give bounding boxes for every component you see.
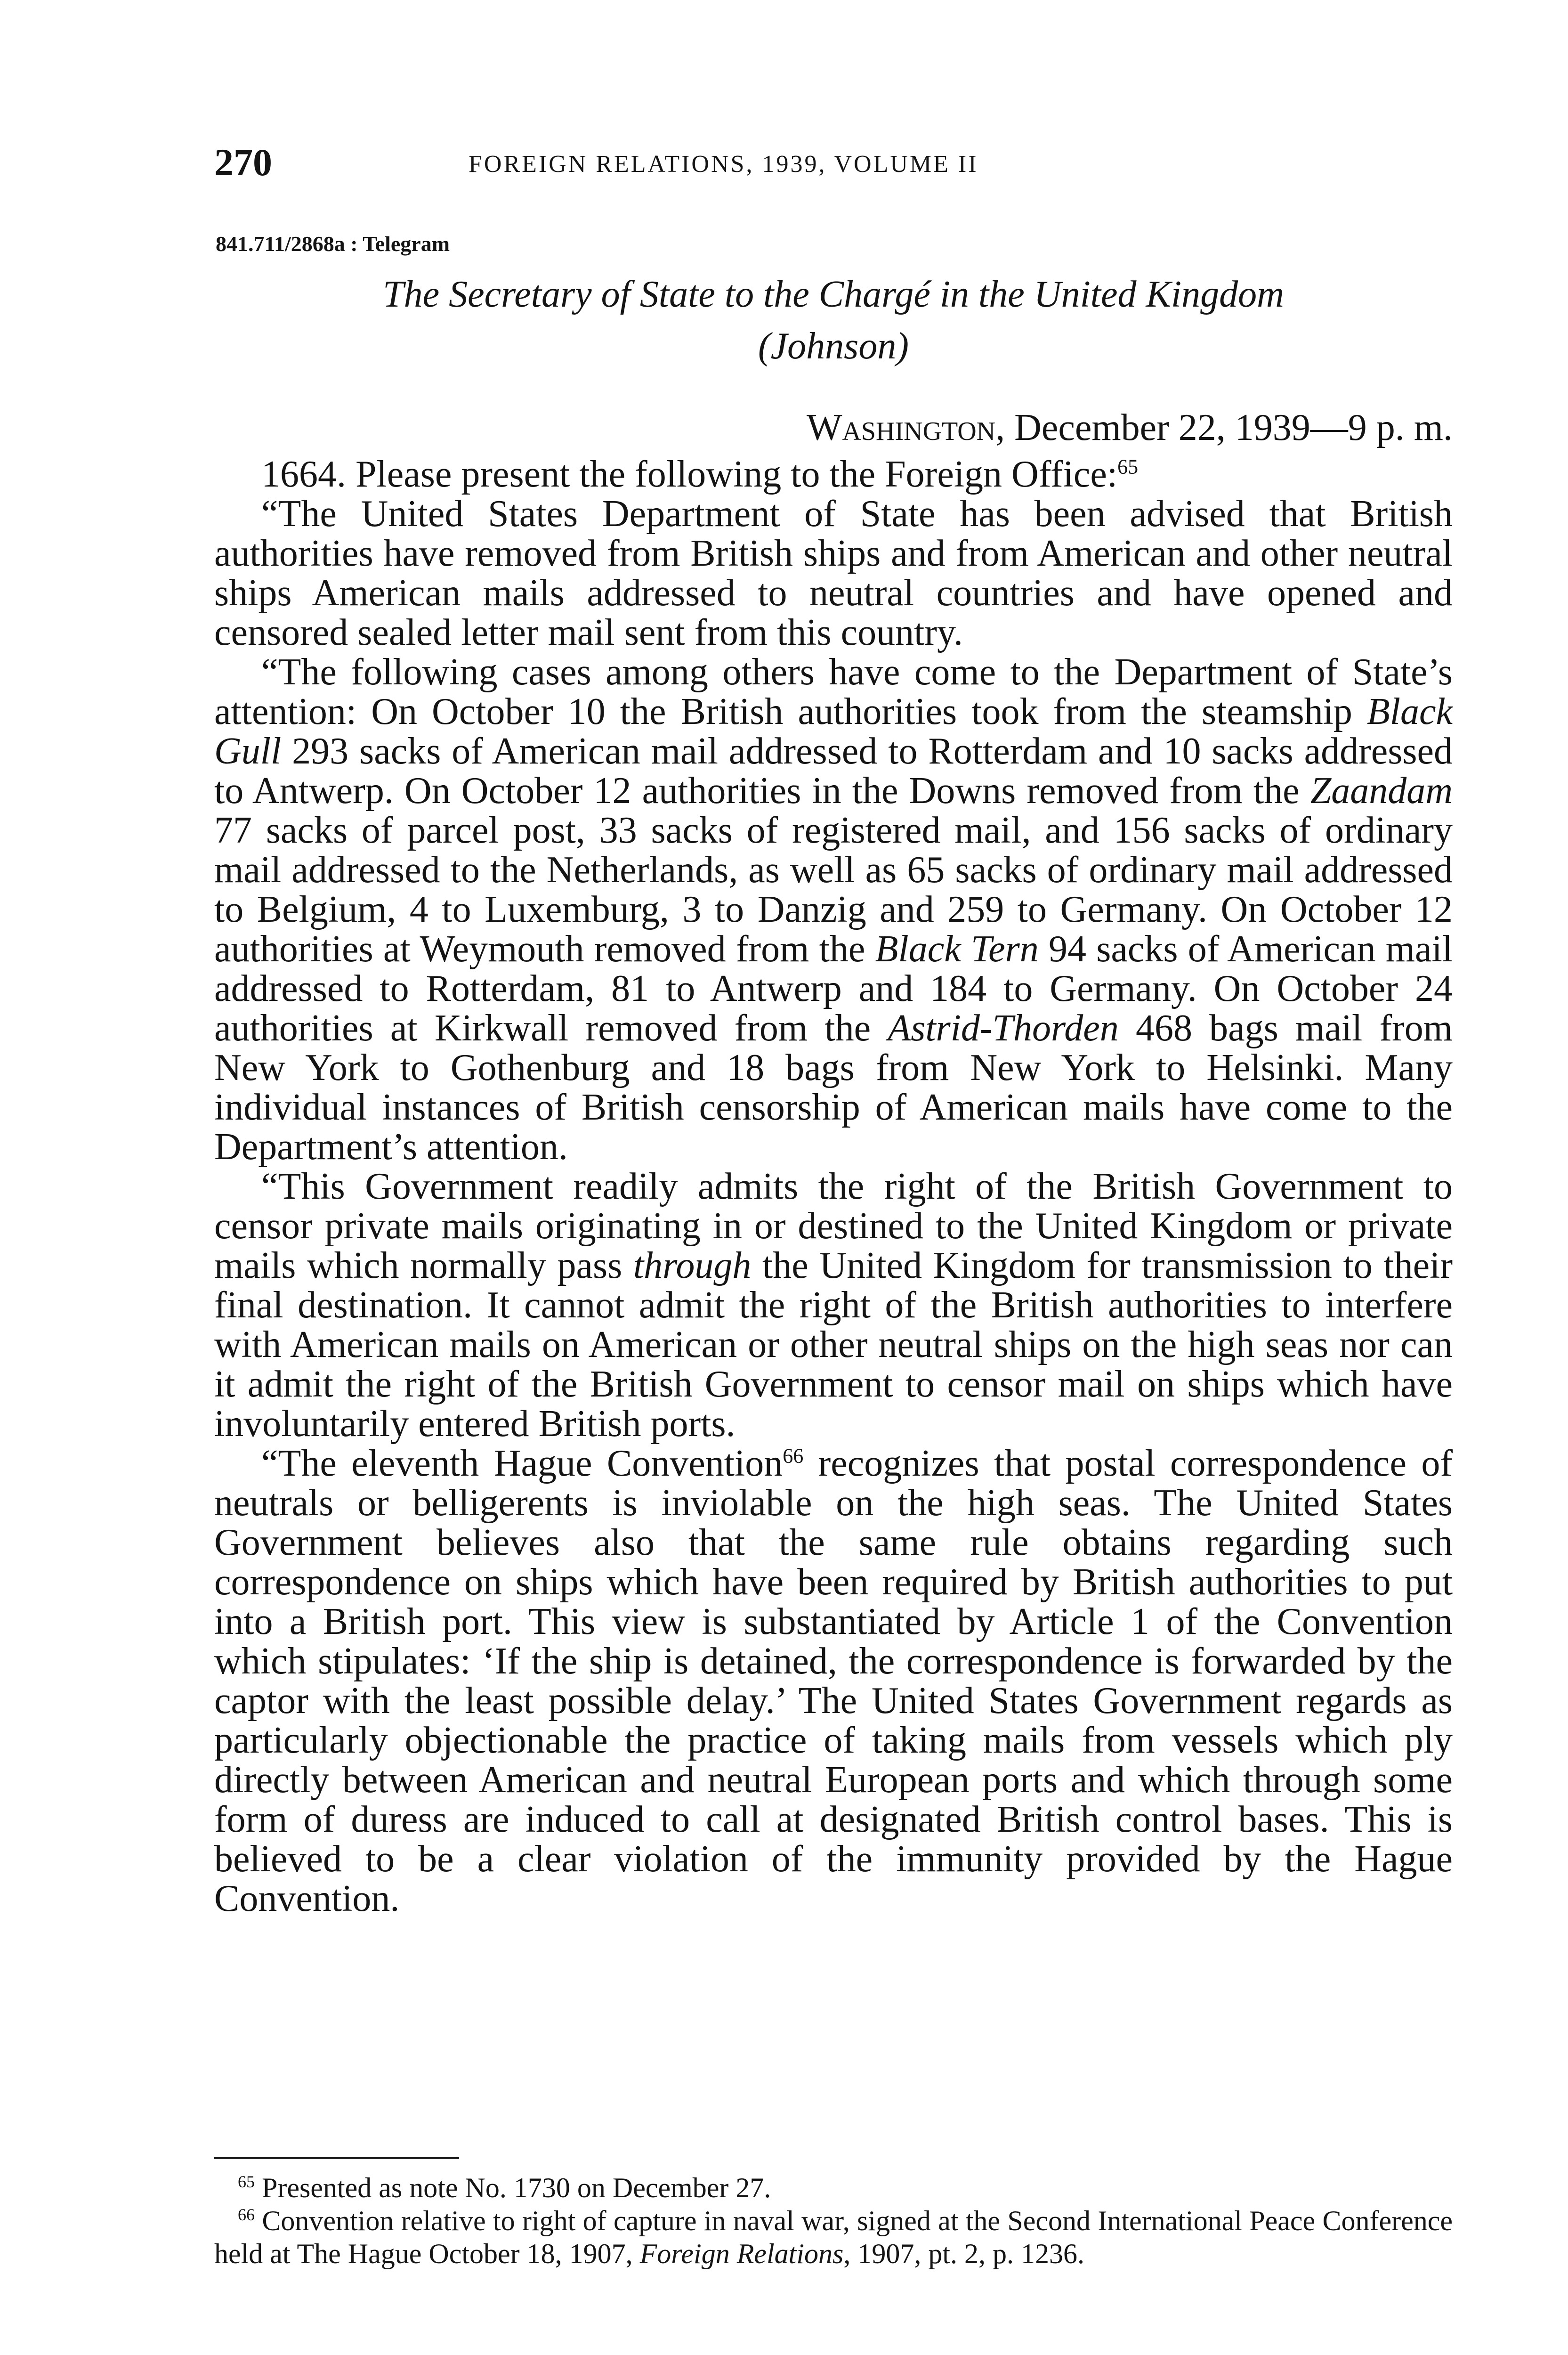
running-title: FOREIGN RELATIONS, 1939, VOLUME II: [469, 151, 978, 178]
p5-part-b: recognizes that postal correspondence of neutrals or belligerents is inviolable on the high seas. The United States Government believes also that the same rule obtains regarding such correspondence on ships which have been required by British authorities to put into a British port. This view is substantiated by Article 1 of the Convention which stipulates: ‘If the ship is detained, the correspondence is forwarded by the captor with the least possible delay.’ The United States Government regards as particularly objectionable the practice of taking mails from vessels which ply directly between American and neutral European ports and which through some form of duress are induced to call at designated British control bases. This is believed to be a clear violation of the immunity provided by the Hague Convention.: [214, 1443, 1453, 1919]
p3-part-e: 468 bags mail from New York to Gothenburg and 18 bags from New York to Helsinki. Many individual instances of British censorship of American mails have come to the Department’s attention.: [214, 1007, 1453, 1168]
ship-name-astrid-thorden: Astrid-Thorden: [888, 1007, 1119, 1049]
heading-line-1: The Secretary of State to the Chargé in the United Kingdom: [383, 274, 1284, 315]
p5-part-a: “The eleventh Hague Convention: [261, 1443, 783, 1484]
footnote-66-part-a: Convention relative to right of capture in naval war, signed at the Second International Peace Conference held at The Hague October 18, 1907,: [214, 2205, 1453, 2269]
footnote-65-text: Presented as note No. 1730 on December 27.: [255, 2172, 771, 2203]
footnote-66: [214, 2204, 1453, 2270]
ship-name-black-tern: Black Tern: [875, 928, 1039, 970]
file-reference: 841.711/2868a : Telegram: [216, 232, 450, 256]
footnote-66-mark: 66: [238, 2205, 255, 2224]
paragraph-1: [214, 455, 1453, 494]
paragraph-5: [214, 1444, 1453, 1918]
footnote-66-part-b: , 1907, pt. 2, p. 1236.: [843, 2238, 1085, 2269]
p3-part-c: 77 sacks of parcel post, 33 sacks of registered mail, and 156 sacks of ordinary mail addressed to the Netherlands, as well as 65 sacks of ordinary mail addressed to Belgium, 4 to Luxemburg, 3 to Danzig and 259 to Germany. On October 12 authorities at Weymouth removed from the: [214, 810, 1453, 970]
footnote-ref-66: 66: [783, 1444, 804, 1468]
document-heading: [214, 268, 1453, 372]
dateline: [807, 404, 1453, 451]
paragraph-3: [214, 652, 1453, 1167]
p3-part-b: 293 sacks of American mail addressed to Rotterdam and 10 sacks addressed to Antwerp. On October 12 authorities in the Downs removed from the: [214, 731, 1453, 812]
paragraph-2: “The United States Department of State has been advised that British authorities have removed from British ships and from American and other neutral ships American mails addressed to neutral countries and have opened and censored sealed letter mail sent from this country.: [214, 493, 1453, 653]
page-number: 270: [214, 141, 272, 184]
footnote-65: [214, 2171, 1453, 2204]
ship-name-black-gull: Black Gull: [214, 691, 1453, 772]
paragraph-4: [214, 1167, 1453, 1444]
ship-name-zaandam: Zaandam: [1310, 770, 1453, 812]
footnote-divider: [214, 2157, 459, 2159]
p4-part-b: the United Kingdom for transmission to their final destination. It cannot admit the right of the British authorities to interfere with American mails on American or other neutral ships on the high seas nor can it admit the right of the British Government to censor mail on ships which have involuntarily entered British ports.: [214, 1245, 1453, 1445]
p3-part-a: “The following cases among others have come to the Department of State’s attention: On October 10 the British authorities took from the steamship: [214, 651, 1453, 732]
p1-text: 1664. Please present the following to the Foreign Office:: [261, 454, 1118, 495]
footnote-ref-65: 65: [1117, 455, 1139, 479]
footnotes: [214, 2171, 1453, 2270]
footnote-66-publication: Foreign Relations: [639, 2238, 844, 2269]
heading-line-2: (Johnson): [758, 325, 909, 367]
p4-emphasis: through: [633, 1245, 752, 1286]
telegram-body: [214, 455, 1453, 1918]
p3-part-d: 94 sacks of American mail addressed to Rotterdam, 81 to Antwerp and 184 to Germany. On October 24 authorities at Kirkwall removed from the: [214, 928, 1453, 1049]
dateline-place: Washington,: [806, 407, 1005, 448]
running-head: [214, 137, 1453, 193]
dateline-time: December 22, 1939—9 p. m.: [1005, 407, 1453, 448]
p4-part-a: “This Government readily admits the right of the British Government to censor private mails originating in or destined to the United Kingdom or private mails which normally pass: [214, 1166, 1453, 1286]
footnote-65-mark: 65: [238, 2172, 255, 2191]
